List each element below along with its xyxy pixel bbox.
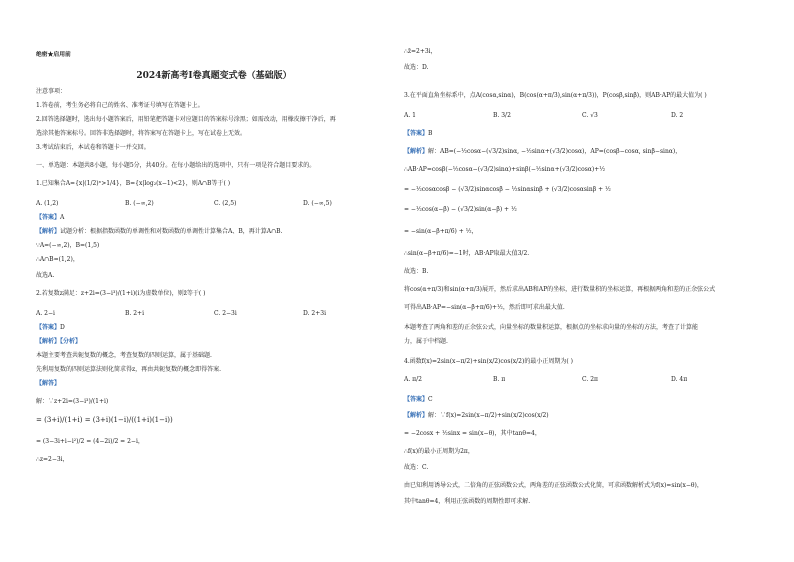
analysis-text: 试题分析：根据指数函数的单调性和对数函数的单调性计算集合A、B，再计算A∩B. <box>60 228 283 235</box>
q4-option-b: B. π <box>493 376 506 383</box>
analysis-tag: 【解析】 <box>36 228 61 235</box>
q3-step-6: ∴sin(α−β+π/6)=−1时，AB·AP取最大值3/2. <box>404 250 530 257</box>
question-3: 3.在平面直角坐标系中，点A(cosα,sinα)，B(cos(α+π/3),sin(α+π/3))，P(cosβ,sinβ)，则AB·AP的最大值为( ) <box>404 92 707 99</box>
q4-options <box>404 376 760 384</box>
q3-step-4: = −½cos(α−β) − (√3/2)sin(α−β) + ½ <box>404 206 517 213</box>
q2-option-c: C. 2−3i <box>214 310 237 317</box>
q2-answer <box>36 324 65 332</box>
q3-option-c: C. √3 <box>582 112 598 119</box>
q4-option-d: D. 4π <box>671 376 688 383</box>
q3-comment-3: 本题考查了两角和差的正余弦公式，向量坐标的数量积运算，根据点的坐标求向量的坐标的方法，考查了计算能 <box>404 324 699 331</box>
analysis-tag: 【解析】 <box>404 412 429 419</box>
question-1: 1.已知集合A={x|(1/2)ˣ>1/4}，B={x|log₂(x−1)<2}，则A∩B等于( ) <box>36 180 231 187</box>
question-4: 4.函数f(x)=2sin(x−π/2)+sin(x/2)cos(x/2)的最小正周期为( ) <box>404 358 573 365</box>
q1-analysis <box>36 228 282 236</box>
q4-step-2: = −2cosx + ½sinx = sin(x−θ)，其中tanθ=4， <box>404 430 541 437</box>
q2-options <box>36 310 392 318</box>
notice-3: 3.考试结束后，本试卷和答题卡一并交回。 <box>36 144 150 151</box>
answer-tag: 【答案】 <box>404 396 429 403</box>
analysis-tag: 【解析】 <box>404 148 429 155</box>
q1-option-b: B. (−∞,2) <box>125 200 154 207</box>
answer-value: D <box>60 324 65 331</box>
notice-heading: 注意事项： <box>36 88 67 95</box>
q3-step-5: = −sin(α−β+π/6) + ½， <box>404 228 478 235</box>
q1-line-2: ∴A∩B=(1,2)， <box>36 256 79 263</box>
q3-options <box>404 112 760 120</box>
q3-step-2: ∴AB·AP=cosβ(−½cosα−(√3/2)sinα)+sinβ(−½sinα+(√3/2)cosα)+½ <box>404 166 606 173</box>
exam-title: 2024新高考I卷真题变式卷（基础版） <box>136 71 292 81</box>
q1-option-d: D. (−∞,5) <box>303 200 332 207</box>
q3-step-1 <box>404 148 681 156</box>
q2-analysis-1: 本题主要考查共轭复数的概念，考查复数的四则运算，属于基础题. <box>36 352 212 359</box>
q3-comment-1: 将cos(α+π/3)和sin(α+π/3)展开，然后求出AB和AP的坐标，进行数量积的坐标运算，再根据两角和差的正余弦公式 <box>404 286 716 293</box>
q4-comment-1: 由已知利用诱导公式，二倍角的正弦函数公式，两角差的正弦函数公式化简，可求函数解析式为f(x)=sin(x−θ)， <box>404 482 703 489</box>
notice-2b: 选涂其他答案标号。回答非选择题时，将答案写在答题卡上，写在试卷上无效。 <box>36 130 247 137</box>
answer-tag: 【答案】 <box>36 214 61 221</box>
q2-option-b: B. 2+i <box>125 310 144 317</box>
answer-value: C <box>428 396 433 403</box>
q2-step-2: = (3+i)/(1+i) = (3+i)(1−i)/((1+i)(1−i)) <box>36 416 173 424</box>
q3-option-d: D. 2 <box>671 112 684 119</box>
q2-option-a: A. 2−i <box>36 310 55 317</box>
question-2: 2.若复数z满足：z+2i=(3−i³)/(1+i)(i为虚数单位)，则z̄等于( ) <box>36 290 206 297</box>
q4-step-4: 故选：C. <box>404 464 429 471</box>
q1-option-a: A. (1,2) <box>36 200 59 207</box>
q3-comment-4: 力，属于中档题. <box>404 338 448 345</box>
answer-tag: 【答案】 <box>36 324 61 331</box>
analysis-tag: 【解析】【分析】 <box>36 338 82 345</box>
q1-line-1: ∵A=(−∞,2)，B=(1,5) <box>36 242 100 249</box>
answer-tag: 【答案】 <box>404 130 429 137</box>
q1-options <box>36 200 392 208</box>
r-line-2: 故选：D. <box>404 64 429 71</box>
detail-tag: 【解答】 <box>36 380 61 387</box>
q1-line-3: 故选A. <box>36 272 55 279</box>
notice-2a: 2.回答选择题时，选出每小题答案后，用铅笔把答题卡对应题目的答案标号涂黑；如需改动，用橡皮擦干净后，再 <box>36 116 336 123</box>
step-text: 解：∵f(x)=2sin(x−π/2)+sin(x/2)cos(x/2) <box>428 412 549 419</box>
q4-answer <box>404 396 433 404</box>
q4-step-1 <box>404 412 549 420</box>
q2-detail-tag <box>36 380 60 388</box>
q4-comment-2: 其中tanθ=4，利用正弦函数的周期性即可求解. <box>404 498 531 505</box>
section-heading: 一、单选题：本题共8小题，每小题5分，共40分。在每小题给出的选项中，只有一项是符合题目要求的。 <box>36 162 316 169</box>
q2-step-4: ∴z=2−3i， <box>36 456 69 463</box>
q3-comment-2: 可得出AB·AP=−sin(α−β+π/6)+½，然后即可求出最大值. <box>404 304 565 311</box>
q4-option-c: C. 2π <box>582 376 598 383</box>
q2-option-d: D. 2+3i <box>303 310 326 317</box>
step-text: 解：AB=(−½cosα−(√3/2)sinα, −½sinα+(√3/2)cosα)，AP=(cosβ−cosα, sinβ−sinα)， <box>428 148 682 155</box>
q4-step-3: ∴f(x)的最小正周期为2π， <box>404 448 474 455</box>
q3-step-7: 故选：B. <box>404 268 429 275</box>
answer-value: B <box>428 130 433 137</box>
secret-label: 绝密★启用前 <box>36 52 71 58</box>
answer-value: A <box>60 214 65 221</box>
q3-step-3: = −½cosαcosβ − (√3/2)sinαcosβ − ½sinαsinβ + (√3/2)cosαsinβ + ½ <box>404 186 611 193</box>
q2-step-1: 解：∵z+2i=(3−i³)/(1+i) <box>36 398 109 405</box>
q3-answer <box>404 130 432 138</box>
q4-option-a: A. π/2 <box>404 376 422 383</box>
q3-option-b: B. 3/2 <box>493 112 511 119</box>
q2-analysis-2: 先利用复数的四则运算法则化简求得z，再由共轭复数的概念即得答案. <box>36 366 222 373</box>
q1-option-c: C. (2,5) <box>214 200 237 207</box>
q1-answer <box>36 214 64 222</box>
r-line-1: ∴z̄=2+3i， <box>404 48 437 55</box>
q2-analysis-tag <box>36 338 81 346</box>
q3-option-a: A. 1 <box>404 112 416 119</box>
notice-1: 1.答卷前，考生务必将自己的姓名、准考证号填写在答题卡上。 <box>36 102 204 109</box>
q2-step-3: = (3−3i+i−i²)/2 = (4−2i)/2 = 2−i， <box>36 438 144 445</box>
